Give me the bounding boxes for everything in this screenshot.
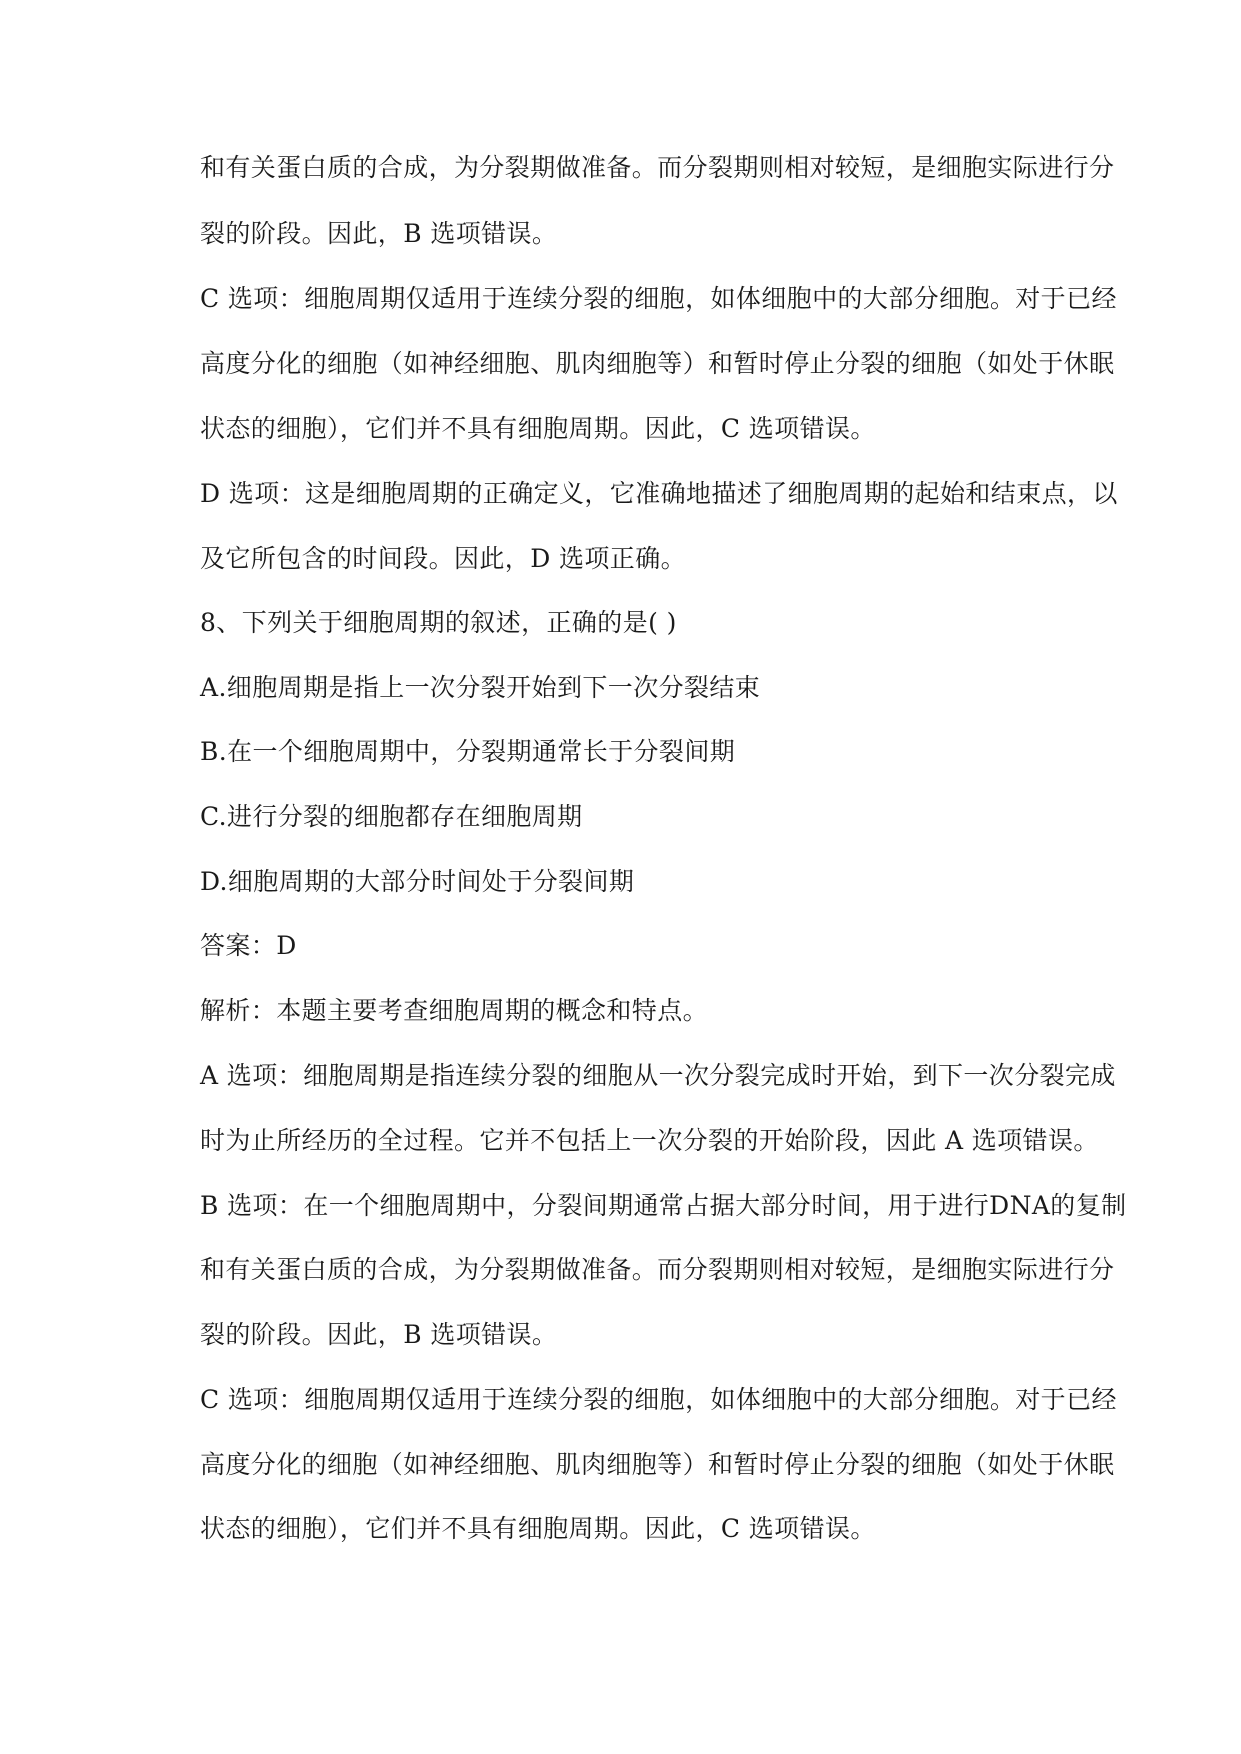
option-a: A.细胞周期是指上一次分裂开始到下一次分裂结束: [200, 673, 761, 702]
option-c: C.进行分裂的细胞都存在细胞周期: [200, 802, 583, 831]
paragraph-line: 裂的阶段。因此，B 选项错误。: [200, 1320, 558, 1349]
paragraph-line: C 选项：细胞周期仅适用于连续分裂的细胞，如体细胞中的大部分细胞。对于已经: [200, 1385, 1117, 1414]
paragraph-line: 状态的细胞），它们并不具有细胞周期。因此，C 选项错误。: [200, 414, 876, 443]
option-b: B.在一个细胞周期中，分裂期通常长于分裂间期: [200, 737, 736, 766]
paragraph-line: 状态的细胞），它们并不具有细胞周期。因此，C 选项错误。: [200, 1514, 876, 1543]
paragraph-line: D 选项：这是细胞周期的正确定义，它准确地描述了细胞周期的起始和结束点，以: [200, 479, 1118, 508]
paragraph-line: 高度分化的细胞（如神经细胞、肌肉细胞等）和暂时停止分裂的细胞（如处于休眠: [200, 349, 1115, 378]
paragraph-line: 和有关蛋白质的合成，为分裂期做准备。而分裂期则相对较短，是细胞实际进行分: [200, 1255, 1115, 1284]
paragraph-line: 高度分化的细胞（如神经细胞、肌肉细胞等）和暂时停止分裂的细胞（如处于休眠: [200, 1450, 1115, 1479]
paragraph-line: C 选项：细胞周期仅适用于连续分裂的细胞，如体细胞中的大部分细胞。对于已经: [200, 284, 1117, 313]
paragraph-line: 和有关蛋白质的合成，为分裂期做准备。而分裂期则相对较短，是细胞实际进行分: [200, 153, 1115, 182]
answer-line: 答案：D: [200, 931, 297, 960]
paragraph-line: B 选项：在一个细胞周期中，分裂间期通常占据大部分时间，用于进行DNA的复制: [200, 1191, 1127, 1220]
paragraph-line: 时为止所经历的全过程。它并不包括上一次分裂的开始阶段，因此 A 选项错误。: [200, 1126, 1099, 1155]
paragraph-line: 裂的阶段。因此，B 选项错误。: [200, 219, 558, 248]
question-title: 8、下列关于细胞周期的叙述，正确的是( ): [200, 608, 677, 637]
paragraph-line: 及它所包含的时间段。因此，D 选项正确。: [200, 544, 686, 573]
paragraph-line: A 选项：细胞周期是指连续分裂的细胞从一次分裂完成时开始，到下一次分裂完成: [200, 1061, 1116, 1090]
analysis-heading: 解析：本题主要考查细胞周期的概念和特点。: [200, 996, 709, 1025]
option-d: D.细胞周期的大部分时间处于分裂间期: [200, 867, 635, 896]
